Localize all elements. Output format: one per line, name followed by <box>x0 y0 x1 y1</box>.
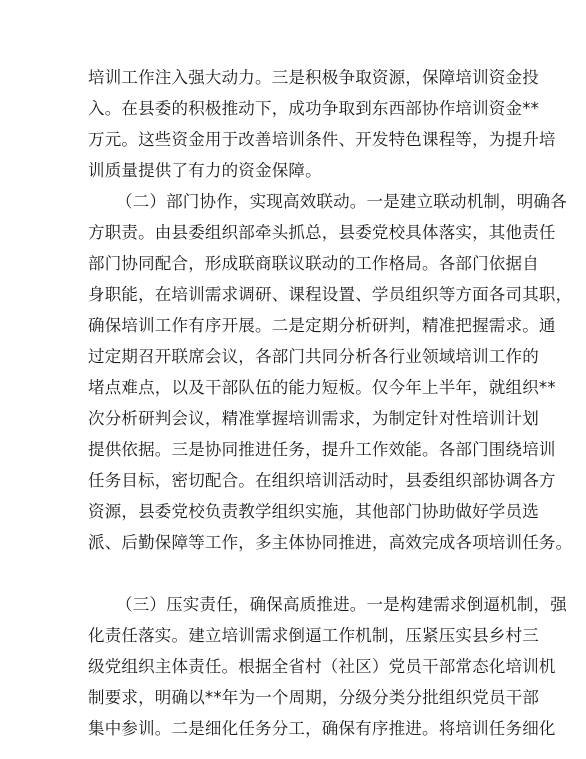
text-line: 身职能，在培训需求调研、课程设置、学员组织等方面各司其职， <box>88 285 573 304</box>
section-heading-line: （三）压实责任，确保高质推进。一是构建需求倒逼机制，强 <box>116 595 567 614</box>
text-line: 万元。这些资金用于改善培训条件、开发特色课程等，为提升培 <box>88 130 556 149</box>
text-line: 提供依据。三是协同推进任务，提升工作效能。各部门围绕培训 <box>88 440 556 459</box>
text-line: 资源，县委党校负责教学组织实施，其他部门协助做好学员选 <box>88 502 539 521</box>
text-line: 制要求，明确以**年为一个周期，分级分类分批组织党员干部 <box>88 688 540 707</box>
text-line: 集中参训。二是细化任务分工，确保有序推进。将培训任务细化 <box>88 719 556 738</box>
text-line: 过定期召开联席会议，各部门共同分析各行业领域培训工作的 <box>88 347 539 366</box>
section-heading-line: （二）部门协作，实现高效联动。一是建立联动机制，明确各 <box>116 192 567 211</box>
text-line: 训质量提供了有力的资金保障。 <box>88 161 322 180</box>
text-line: 堵点难点，以及干部队伍的能力短板。仅今年上半年，就组织** <box>88 378 556 397</box>
text-line: 入。在县委的积极推动下，成功争取到东西部协作培训资金** <box>88 99 540 118</box>
text-line: 化责任落实。建立培训需求倒逼工作机制，压紧压实县乡村三 <box>88 626 539 645</box>
text-line: 任务目标，密切配合。在组织培训活动时，县委组织部协调各方 <box>88 471 556 490</box>
text-line: 派、后勤保障等工作，多主体协同推进，高效完成各项培训任务。 <box>88 533 573 552</box>
text-line: 确保培训工作有序开展。二是定期分析研判，精准把握需求。通 <box>88 316 556 335</box>
text-line: 部门协同配合，形成联商联议联动的工作格局。各部门依据自 <box>88 254 539 273</box>
text-line: 方职责。由县委组织部牵头抓总，县委党校具体落实，其他责任 <box>88 223 556 242</box>
text-line: 培训工作注入强大动力。三是积极争取资源，保障培训资金投 <box>88 68 539 87</box>
text-line: 级党组织主体责任。根据全省村（社区）党员干部常态化培训机 <box>88 657 556 676</box>
text-line: 次分析研判会议，精准掌握培训需求，为制定针对性培训计划 <box>88 409 539 428</box>
